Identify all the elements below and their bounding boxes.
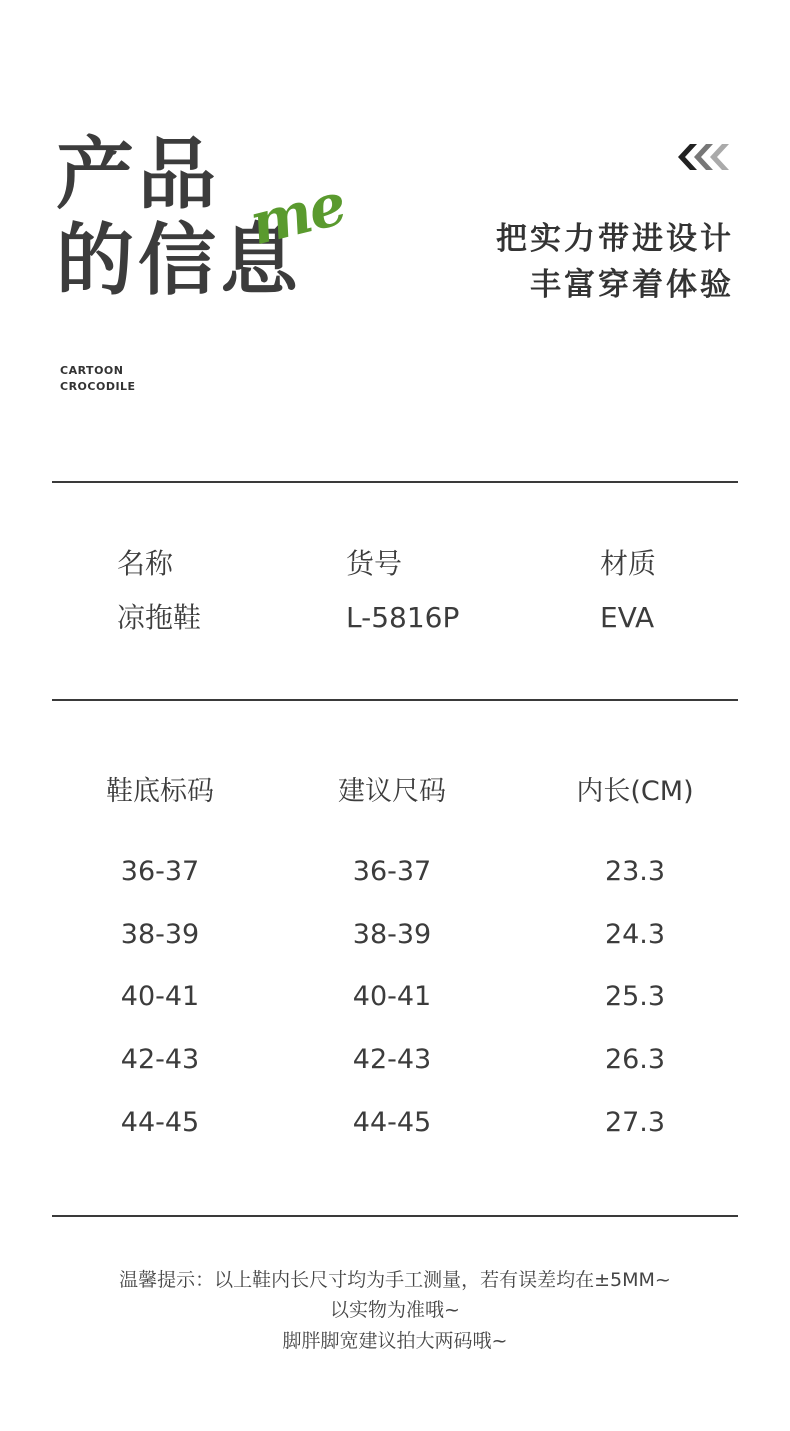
info-header-item-no: 货号 bbox=[346, 547, 403, 580]
tip-text-line1: 温馨提示：以上鞋内长尺寸均为手工测量，若有误差均在±5MM~ bbox=[119, 1269, 671, 1291]
script-accent-text: me bbox=[243, 169, 352, 259]
info-header-name: 名称 bbox=[117, 547, 174, 580]
divider bbox=[52, 481, 738, 483]
chevrons-left-icon bbox=[676, 142, 738, 172]
table-cell: 44-45 bbox=[120, 1107, 200, 1138]
table-cell: 40-41 bbox=[120, 981, 200, 1012]
table-cell: 26.3 bbox=[604, 1044, 666, 1075]
divider bbox=[52, 699, 738, 701]
table-cell: 42-43 bbox=[352, 1044, 432, 1075]
table-cell: 40-41 bbox=[352, 981, 432, 1012]
table-cell: 27.3 bbox=[604, 1107, 666, 1138]
brand-line1: CARTOON bbox=[60, 364, 124, 377]
table-cell: 44-45 bbox=[352, 1107, 432, 1138]
table-cell: 24.3 bbox=[604, 919, 666, 950]
table-header-sole-size: 鞋底标码 bbox=[106, 776, 214, 807]
tip-text-line2: 以实物为准哦~ bbox=[330, 1299, 460, 1321]
page-title-line1: 产品 bbox=[56, 130, 221, 220]
table-header-inner-length: 内长(CM) bbox=[576, 776, 694, 807]
info-value-name: 凉拖鞋 bbox=[117, 601, 202, 634]
tagline-line1: 把实力带进设计 bbox=[496, 221, 734, 257]
page-title-line2: 的信息 bbox=[56, 216, 303, 306]
table-cell: 23.3 bbox=[604, 856, 666, 887]
brand-line2: CROCODILE bbox=[60, 380, 136, 393]
table-cell: 36-37 bbox=[352, 856, 432, 887]
table-cell: 38-39 bbox=[352, 919, 432, 950]
table-cell: 38-39 bbox=[120, 919, 200, 950]
chevron-left-icon bbox=[710, 144, 729, 170]
tip-text-line3: 脚胖脚宽建议拍大两码哦~ bbox=[282, 1330, 508, 1352]
table-header-suggested-size: 建议尺码 bbox=[338, 776, 446, 807]
table-cell: 42-43 bbox=[120, 1044, 200, 1075]
info-value-item-no: L-5816P bbox=[346, 601, 460, 634]
divider bbox=[52, 1215, 738, 1217]
table-cell: 36-37 bbox=[120, 856, 200, 887]
table-cell: 25.3 bbox=[604, 981, 666, 1012]
info-header-material: 材质 bbox=[600, 547, 657, 580]
tagline-line2: 丰富穿着体验 bbox=[530, 267, 734, 303]
info-value-material: EVA bbox=[600, 601, 655, 634]
